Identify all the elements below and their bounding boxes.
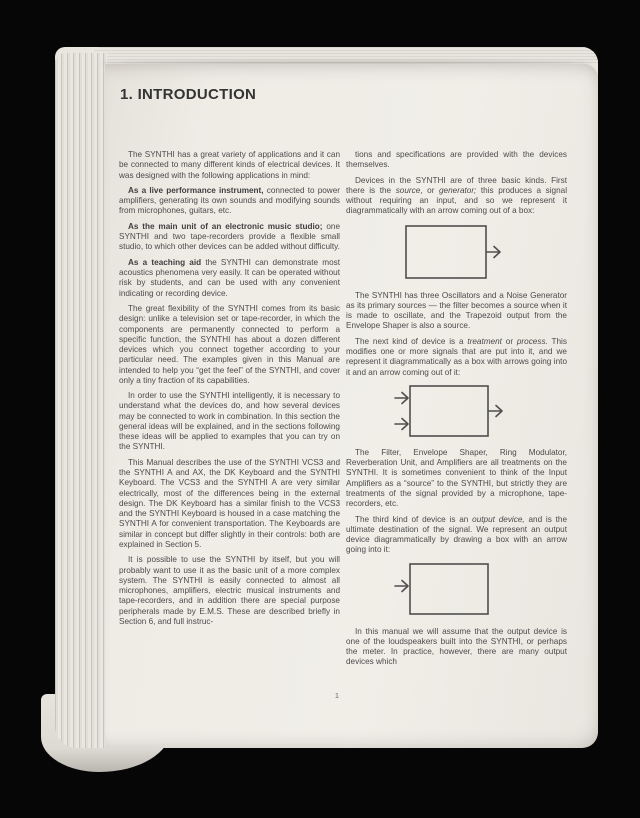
text-segment: Devices in the SYNTHI are of three basic kinds. First there is the bbox=[346, 175, 567, 195]
treatment-device-diagram bbox=[392, 384, 567, 440]
source-device-diagram bbox=[398, 224, 567, 282]
text-segment: this produces a signal without requiring an input, and so we represent it diagrammatically with an arrow coming out of a box: bbox=[346, 185, 568, 216]
right-column bbox=[346, 150, 567, 673]
text-segment: one SYNTHI and two tape-recorders provide a flexible small studio, to which other devices can be added without difficulty. bbox=[119, 221, 341, 252]
text-segment: This modifies one or more signals that are put into it, and we represent it diagrammatically as a box with arrows going into it and an arrow coming out of it: bbox=[346, 336, 567, 377]
para-specs-continuation: tions and specifications are provided with the devices themselves. bbox=[346, 150, 567, 170]
page-title: 1. INTRODUCTION bbox=[120, 86, 257, 103]
para-teaching-aid bbox=[119, 258, 340, 299]
para-live-performance bbox=[119, 186, 340, 217]
text-segment-italic: process. bbox=[516, 336, 548, 346]
para-understanding-devices: In order to use the SYNTHI intelligently, it is necessary to understand what the devices do, and how several devices may be connected to work in combination. In this section the general ideas will be explained, and in the sections following these ideas will be applied to examples that you can try on the SYNTHI. bbox=[119, 391, 340, 452]
device-box bbox=[410, 386, 488, 436]
para-output-device-intro bbox=[346, 515, 567, 556]
text-segment: The third kind of device is an bbox=[355, 514, 473, 524]
text-segment-italic: output device, bbox=[472, 514, 525, 524]
para-music-studio bbox=[119, 222, 340, 253]
text-segment-bold: As a live performance instrument, bbox=[128, 185, 264, 195]
text-segment: , or bbox=[420, 185, 439, 195]
para-applications-intro: The SYNTHI has a great variety of applications and it can be connected to many different kinds of electrical devices. It was designed with the following applications in mind: bbox=[119, 150, 340, 180]
para-primary-sources: The SYNTHI has three Oscillators and a Noise Generator as its primary sources — the filter becomes a source when it is made to oscillate, and the Trapezoid output from the Envelope Shaper is also a source. bbox=[346, 290, 567, 331]
text-segment-italic: treatment bbox=[467, 336, 502, 346]
text-segment: connected to power amplifiers, generating its own sounds and modifying sounds from microphones, guitars, etc. bbox=[119, 185, 340, 216]
para-three-kinds bbox=[346, 176, 567, 217]
text-segment-italic: generator; bbox=[439, 185, 477, 195]
text-segment: and is the ultimate destination of the signal. We represent an output device diagrammatically by drawing a box with an arrow going into it: bbox=[346, 514, 568, 555]
text-segment: The next kind of device is a bbox=[355, 336, 468, 346]
output-box-drawing bbox=[392, 562, 522, 618]
para-treatment-intro bbox=[346, 337, 567, 378]
text-segment: the SYNTHI can demonstrate most acoustics phenomena very easily. It can be operated without risk by students, and can be used with any convenient indicating or recording device. bbox=[119, 257, 340, 298]
text-segment-bold: As a teaching aid bbox=[128, 257, 202, 267]
para-output-assumption: In this manual we will assume that the output device is one of the loudspeakers built into the SYNTHI, or perhaps the meter. In practice, however, there are many output devices which bbox=[346, 626, 567, 667]
para-manual-scope: This Manual describes the use of the SYNTHI VCS3 and the SYNTHI A and AX, the DK Keyboard and the SYNTHI Keyboard. The VCS3 and the SYNTHI A are very similar electrically, most of the differences being in the external design. The DK Keyboard has a similar finish to the VCS3 and the SYNTHI Keyboard is housed in a case matching the SYNTHI A for convenient transportation. The Keyboards are similar in concept but differ slightly in their controls: both are explained in Section 5. bbox=[119, 457, 340, 549]
device-box bbox=[406, 226, 486, 278]
source-box-drawing bbox=[398, 224, 510, 282]
para-system-use: It is possible to use the SYNTHI by itself, but you will probably want to use it as the basic unit of a more complex system. The SYNTHI is easily connected to almost all microphones, amplifiers, electric musical instruments and tape-recorders, and in addition there are special purpose peripherals made by E.M.S. These are described briefly in Section 6, and full instruc- bbox=[119, 555, 340, 626]
text-segment: or bbox=[501, 336, 517, 346]
treatment-box-drawing bbox=[392, 384, 522, 440]
para-flexibility: The great flexibility of the SYNTHI comes from its basic design: unlike a television set or tape-recorder, in which the components are permanently connected to perform a specific function, the SYNTHI has about a dozen different devices which you connect together according to your particular need. The examples given in this Manual are intended to help you “get the feel” of the SYNTHI, and cover only a tiny fraction of its capabilities. bbox=[119, 304, 340, 385]
page-number: 1 bbox=[334, 691, 340, 700]
output-device-diagram bbox=[392, 562, 567, 618]
device-box bbox=[410, 564, 488, 614]
para-treatments-list: The Filter, Envelope Shaper, Ring Modulator, Reverberation Unit, and Amplifiers are all treatments on the SYNTHI. It is sometimes convenient to think of the Input Amplifiers as a “source” to the SYNTHI, but strictly they are treatments of the signal provided by a microphone, tape-recorders, etc. bbox=[346, 447, 567, 509]
text-segment-bold: As the main unit of an electronic music studio; bbox=[128, 221, 323, 231]
text-segment-italic: source bbox=[395, 185, 421, 195]
left-column bbox=[119, 150, 340, 632]
